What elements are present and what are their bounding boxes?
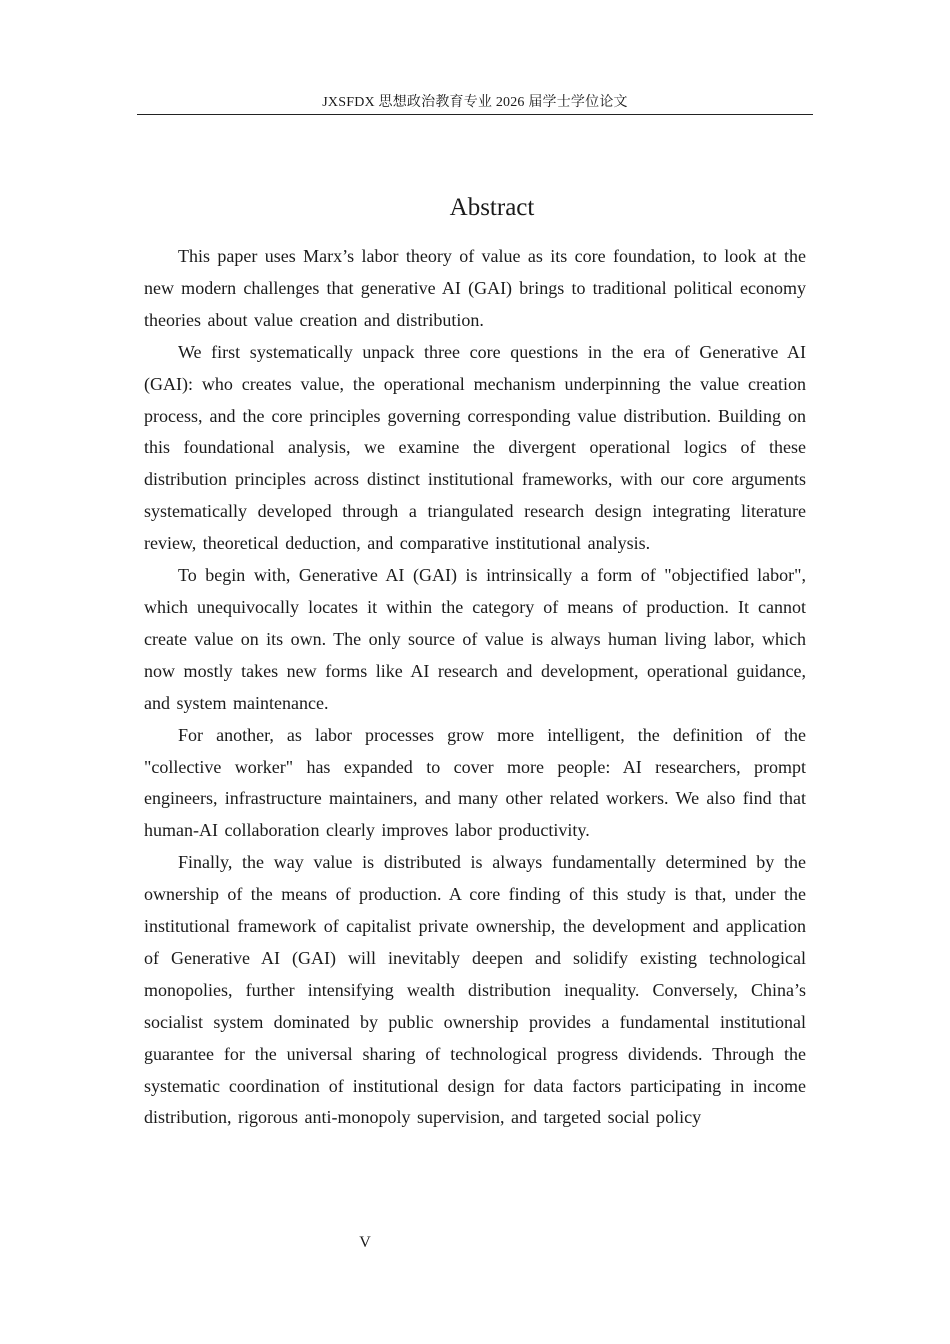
running-header: JXSFDX 思想政治教育专业 2026 届学士学位论文 xyxy=(322,95,628,110)
abstract-title: Abstract xyxy=(449,193,535,221)
abstract-paragraph-3: To begin with, Generative AI (GAI) is intrinsically a form of "objectified labor", which unequivocally locates it within the category of means of production. It cannot create value on its own. The only source of value is always human living labor, which now mostly takes new forms like AI research and development, operational guidance, and system maintenance. xyxy=(144,565,806,713)
abstract-paragraph-1: This paper uses Marx’s labor theory of value as its core foundation, to look at the new modern challenges that generative AI (GAI) brings to traditional political economy theories about value creation and distribution. xyxy=(144,246,806,330)
abstract-paragraph-2: We first systematically unpack three core questions in the era of Generative AI (GAI): who creates value, the operational mechanism underpinning the value creation process, and the core principles governing corresponding value distribution. Building on this foundational analysis, we examine the divergent operational logics of these distribution principles across distinct institutional frameworks, with our core arguments systematically developed through a triangulated research design integrating literature review, theoretical deduction, and comparative institutional analysis. xyxy=(144,341,806,554)
abstract-body xyxy=(144,241,806,1134)
page-number: V xyxy=(359,1234,371,1251)
header-rule xyxy=(137,114,813,115)
abstract-paragraph-4: For another, as labor processes grow more intelligent, the definition of the "collective worker" has expanded to cover more people: AI researchers, prompt engineers, infrastructure maintainers, and many other related workers. We also find that human-AI collaboration clearly improves labor productivity. xyxy=(144,724,806,841)
abstract-paragraph-5: Finally, the way value is distributed is always fundamentally determined by the ownership of the means of production. A core finding of this study is that, under the institutional framework of capitalist private ownership, the development and application of Generative AI (GAI) will inevitably deepen and solidify existing technological monopolies, further intensifying wealth distribution inequality. Conversely, China’s socialist system dominated by public ownership provides a fundamental institutional guarantee for the universal sharing of technological progress dividends. Through the systematic coordination of institutional design for data factors participating in income distribution, rigorous anti-monopoly supervision, and targeted social policy xyxy=(144,852,806,1128)
